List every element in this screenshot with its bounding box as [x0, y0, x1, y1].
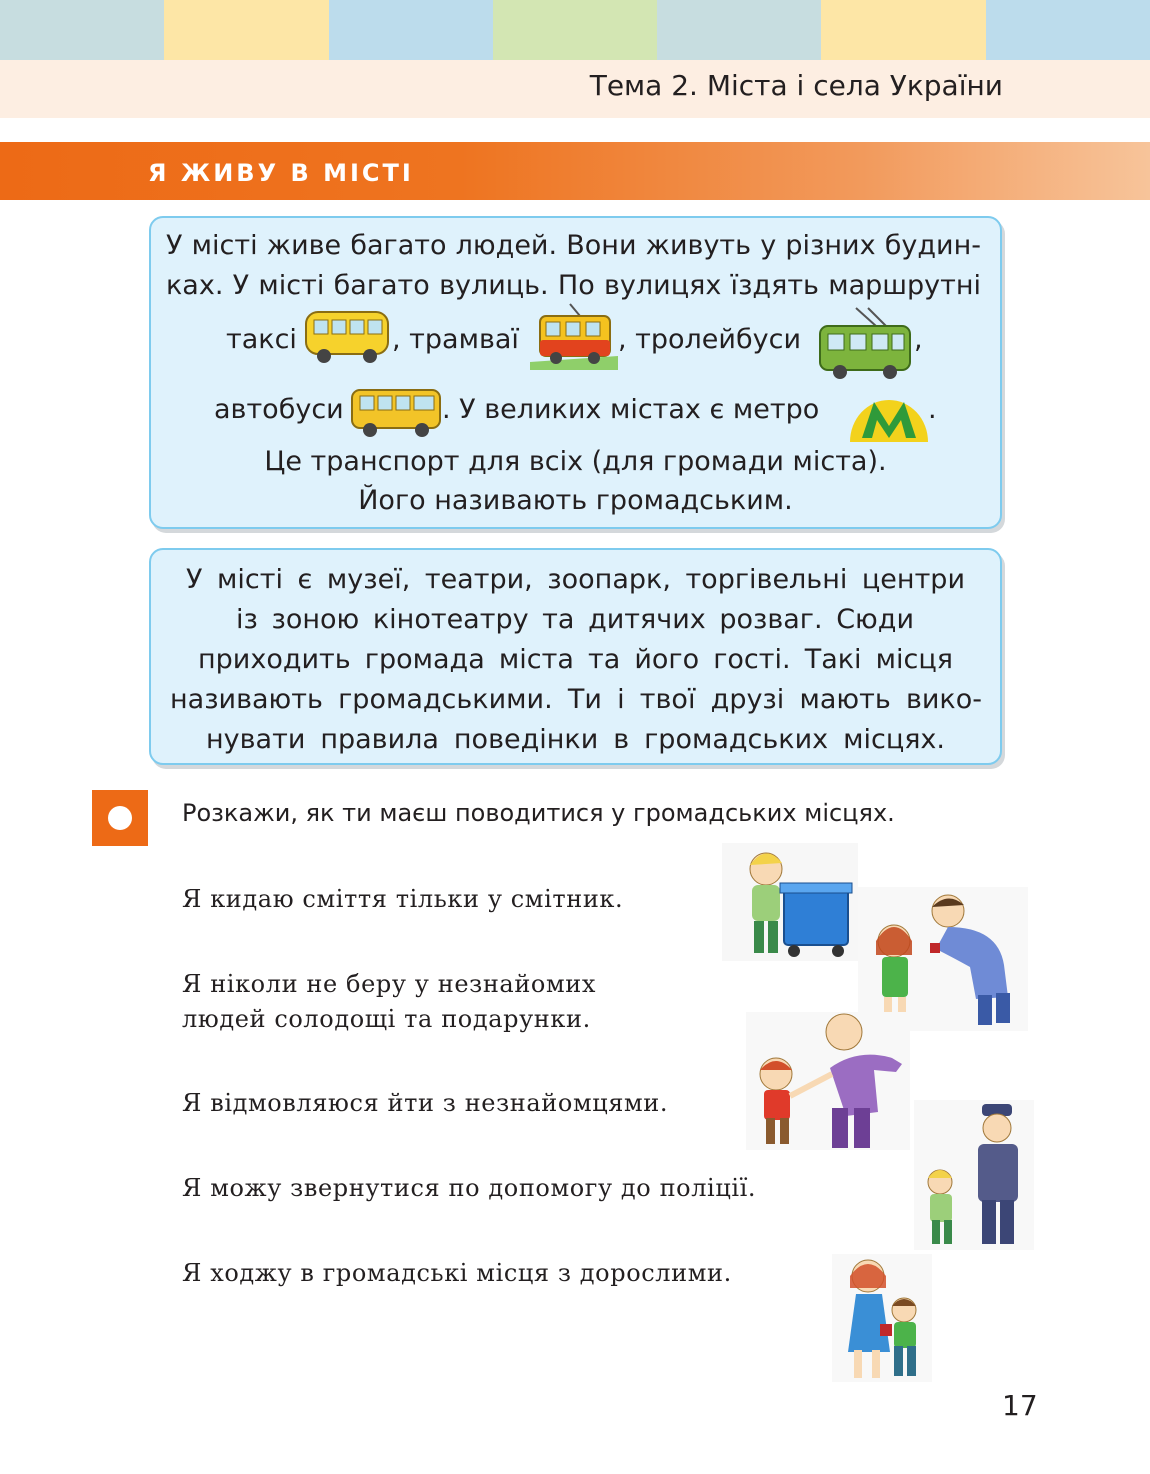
box1-line: , тролейбуси: [618, 324, 801, 355]
box1-line: , трамваї: [392, 324, 519, 355]
rule-item: Я можу звернутися по допомогу до поліції.: [182, 1174, 757, 1202]
boy-trash-bin-illustration: [722, 843, 858, 961]
topic-title: Тема 2. Міста і села України: [589, 69, 1003, 102]
stripe: [0, 0, 164, 60]
rule-item: Я відмовляюся йти з незнайомцями.: [182, 1089, 669, 1117]
rule-item: людей солодощі та подарунки.: [182, 1005, 591, 1033]
minibus-icon: [302, 306, 392, 366]
page-number: 17: [1002, 1389, 1038, 1422]
trolleybus-icon: [816, 306, 914, 384]
box1-line: ,: [914, 324, 923, 355]
stripe: [657, 0, 821, 60]
box2-line: приходить громада міста та його гості. Такі місця: [198, 644, 953, 675]
box1-line: Його називають громадським.: [358, 485, 793, 516]
section-title: Я ЖИВУ В МІСТІ: [148, 159, 414, 187]
boy-asking-police-illustration: [914, 1100, 1034, 1250]
box1-line: .: [928, 394, 937, 425]
mother-with-child-illustration: [832, 1254, 932, 1382]
box1-line: автобуси: [214, 394, 344, 425]
box1-line: Це транспорт для всіх (для громади міста).: [264, 446, 887, 477]
box2-line: називають громадськими. Ти і твої друзі мають вико-: [170, 684, 982, 715]
box2-line: із зоною кінотеатру та дитячих розваг. Сюди: [236, 604, 914, 635]
metro-icon: [848, 392, 930, 442]
stranger-offering-candy-illustration: [858, 887, 1028, 1031]
rule-item: Я кидаю сміття тільки у смітник.: [182, 885, 624, 913]
stripe: [329, 0, 493, 60]
rule-item: Я ходжу в громадські місця з дорослими.: [182, 1259, 732, 1287]
task-bullet-dot: [108, 806, 132, 830]
box2-line: нувати правила поведінки в громадських місцях.: [206, 724, 945, 755]
box1-line: . У великих містах є метро: [442, 394, 820, 425]
box1-line: У місті живе багато людей. Вони живуть у різних будин-: [166, 230, 981, 261]
stripe: [986, 0, 1150, 60]
tram-icon: [530, 300, 618, 370]
rule-item: Я ніколи не беру у незнайомих: [182, 970, 596, 998]
bus-icon: [350, 386, 442, 440]
box1-line: ках. У місті багато вулиць. По вулицях їздять маршрутні: [166, 270, 981, 301]
box2-line: У місті є музеї, театри, зоопарк, торгівельні центри: [186, 564, 965, 595]
stripe: [821, 0, 985, 60]
boy-refusing-stranger-illustration: [746, 1012, 910, 1150]
stripe: [164, 0, 328, 60]
stripe: [493, 0, 657, 60]
task-prompt: Розкажи, як ти маєш поводитися у громадських місцях.: [182, 799, 895, 827]
box1-line: таксі: [226, 324, 297, 355]
color-stripes: [0, 0, 1150, 60]
